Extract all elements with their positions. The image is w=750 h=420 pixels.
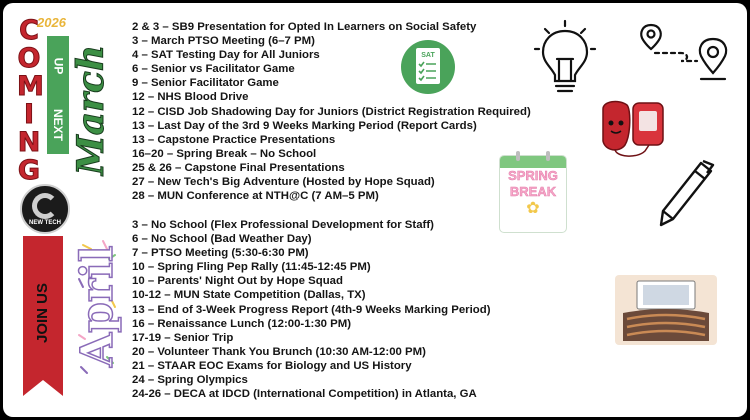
event-item: 20 – Volunteer Thank You Brunch (10:30 AM-12:00 PM)	[132, 345, 426, 358]
calendar-header-bar	[500, 156, 566, 168]
up-next-tag	[47, 36, 69, 154]
event-item: 24-26 – DECA at IDCD (International Competition) in Atlanta, GA	[132, 388, 477, 401]
logo-swirl-icon	[32, 193, 58, 219]
event-item: 4 – SAT Testing Day for All Juniors	[132, 49, 320, 62]
event-item: 6 – No School (Bad Weather Day)	[132, 233, 312, 246]
event-item: 10 – Parents' Night Out by Hope Squad	[132, 275, 343, 288]
year-label: 2026	[37, 15, 66, 30]
event-item: 13 – End of 3-Week Progress Report (4th-9 Weeks Marking Period)	[132, 303, 491, 316]
event-item: 10-12 – MUN State Competition (Dallas, TX)	[132, 289, 366, 302]
event-item: 12 – NHS Blood Drive	[132, 91, 249, 104]
join-us-label: JOIN US	[34, 283, 51, 344]
blood-bag-icon	[597, 95, 671, 161]
event-item: 28 – MUN Conference at NTH@C (7 AM–5 PM)	[132, 190, 379, 203]
lightbulb-icon	[533, 19, 597, 99]
up-next-word: UP	[50, 57, 65, 74]
coming-letter: C	[19, 15, 39, 46]
calendar-ring-icon	[546, 151, 550, 161]
event-item: 17-19 – Senior Trip	[132, 331, 234, 344]
coming-vertical-title	[17, 15, 44, 186]
break-word: BREAK	[509, 184, 557, 199]
up-next-word: NEXT	[51, 108, 66, 141]
school-logo	[20, 184, 70, 234]
april-events-list	[132, 218, 490, 401]
coming-letter: N	[17, 127, 41, 158]
pen-icon	[653, 159, 715, 229]
event-item: 13 – Last Day of the 3rd 9 Weeks Marking Period (Report Cards)	[132, 119, 477, 132]
coming-letter: O	[17, 43, 41, 74]
spring-word: SPRING	[508, 168, 558, 183]
sat-checklist-icon	[401, 39, 455, 95]
theater-icon	[615, 275, 717, 345]
event-item: 12 – CISD Job Shadowing Day for Juniors (District Registration Required)	[132, 105, 531, 118]
sat-label: SAT	[421, 52, 435, 59]
event-item: 3 – No School (Flex Professional Development for Staff)	[132, 219, 434, 231]
event-item: 7 – PTSO Meeting (5:30-6:30 PM)	[132, 247, 309, 260]
event-item: 25 & 26 – Capstone Final Presentations	[132, 161, 345, 174]
calendar-ring-icon	[516, 151, 520, 161]
flower-icon: ✿	[526, 200, 540, 217]
event-item: 21 – STAAR EOC Exams for Biology and US History	[132, 359, 412, 372]
event-flyer	[3, 3, 747, 417]
event-item: 10 – Spring Fling Pep Rally (11:45-12:45 PM)	[132, 261, 371, 274]
march-month-title: March	[70, 44, 112, 176]
event-item: 27 – New Tech's Big Adventure (Hosted by Hope Squad)	[132, 176, 435, 189]
event-item: 6 – Senior vs Facilitator Game	[132, 63, 295, 76]
logo-text: NEW TECH	[29, 219, 61, 226]
event-item: 13 – Capstone Practice Presentations	[132, 133, 336, 146]
event-item: 16–20 – Spring Break – No School	[132, 147, 317, 160]
event-item: 9 – Senior Facilitator Game	[132, 77, 279, 90]
map-route-icon	[637, 21, 735, 87]
spring-break-calendar-icon	[499, 155, 567, 233]
april-month-title: April	[72, 245, 123, 367]
event-item: 3 – March PTSO Meeting (6–7 PM)	[132, 35, 315, 48]
coming-letter: M	[17, 71, 44, 102]
event-item: 24 – Spring Olympics	[132, 374, 248, 387]
coming-letter: I	[23, 99, 35, 130]
coming-letter: G	[17, 155, 41, 186]
event-item: 16 – Renaissance Lunch (12:00-1:30 PM)	[132, 317, 352, 330]
march-events-list	[132, 20, 531, 203]
event-item: 2 & 3 – SB9 Presentation for Opted In Learners on Social Safety	[132, 21, 477, 33]
